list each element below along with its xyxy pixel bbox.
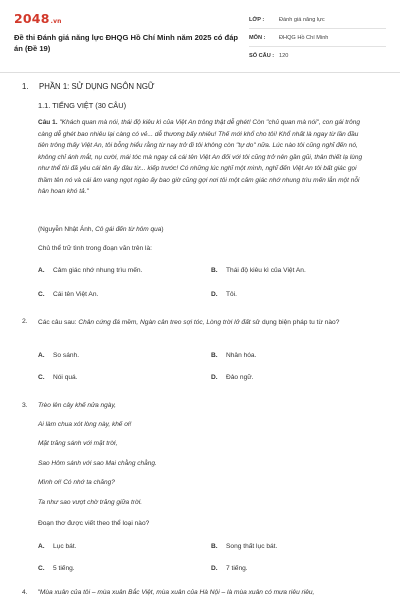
- logo-text: 2048: [14, 11, 50, 26]
- option-b[interactable]: [211, 352, 256, 359]
- part-title-text: PHẦN 1: SỬ DỤNG NGÔN NGỮ: [39, 82, 155, 91]
- question-4: [22, 589, 314, 596]
- question-2-number: 2.: [22, 318, 28, 325]
- meta-key: MÔN :: [249, 34, 266, 41]
- document-title: Đề thi Đánh giá năng lực ĐHQG Hồ Chí Minh năm 2025 có đáp án (Đề 19): [14, 33, 239, 53]
- option-text: Cái tên Việt An.: [53, 291, 99, 298]
- question-1-stem: Chủ thể trữ tình trong đoạn văn trên là:: [38, 245, 153, 252]
- option-letter: A.: [38, 352, 45, 359]
- question-1-passage: [38, 117, 370, 198]
- option-text: Nhân hóa.: [226, 352, 257, 359]
- header-divider: [0, 72, 400, 73]
- option-a[interactable]: [38, 543, 76, 550]
- header: [14, 11, 386, 69]
- stem-italic: Chân cứng đá mềm, Ngàn cân treo sợi tóc, Lòng trời lở đất: [78, 319, 251, 326]
- stem-suffix: sử dụng biện pháp tu từ nào?: [250, 319, 340, 326]
- option-d[interactable]: [211, 291, 237, 298]
- poem-line: Sao Hôm sánh với sao Mai chằng chằng.: [38, 460, 157, 467]
- option-letter: B.: [211, 267, 218, 274]
- meta-row-count: [249, 47, 386, 65]
- question-2-stem: [38, 317, 373, 328]
- option-letter: C.: [38, 565, 45, 572]
- site-logo[interactable]: [14, 11, 62, 26]
- option-text: Thái độ kiêu kì của Việt An.: [226, 267, 306, 274]
- option-letter: D.: [211, 565, 218, 572]
- option-text: 5 tiếng.: [53, 565, 75, 572]
- question-3-stem: Đoạn thơ được viết theo thể loại nào?: [38, 520, 150, 527]
- option-a[interactable]: [38, 352, 79, 359]
- option-text: Nói quá.: [53, 374, 78, 381]
- meta-value: 120: [279, 53, 289, 59]
- logo-suffix: .vn: [50, 18, 62, 25]
- option-c[interactable]: [38, 565, 75, 572]
- poem-line: Ai làm chua xót lòng này, khế ơi!: [38, 421, 132, 428]
- stem-prefix: Các câu sau:: [38, 319, 79, 326]
- passage-text: "Khách quan mà nói, thái độ kiêu kì của Việt An trông thật dễ ghét! Còn "chủ quan mà nói", con gái trông càng dễ ghét bao nhiêu lại càng có vẻ... dễ thương bấy nhiêu! Thế mới khổ cho tôi! Khổ nhất là ngay từ lần đầu tiên trông thấy Việt An, tôi bỗng hiểu rằng từ nay trở đi tôi không còn "tự do" nữa. Lúc nào tôi cũng nghĩ đến nó, không chỉ ánh mắt, nụ cười, mái tóc mà ngay cả cái tên Việt An đối với tôi cũng trở nên gần gũi, thân thiết lạ lùng như thể tôi đã yêu cái tên ấy đâu từ... kiếp trước! Có những lúc nghĩ một mình, nghĩ đến Việt An tôi bất giác gọi thầm tên nó và cái âm vang ngọt ngào ấy bao giờ cũng gợi nơi tôi một cảm giác nhớ nhung trìu mến lẫn một nỗi hân hoan khó tả.": [38, 119, 363, 196]
- question-4-text: "Mùa xuân của tôi – mùa xuân Bắc Việt, mùa xuân của Hà Nội – là mùa xuân có mưa riêu riêu,: [37, 589, 315, 596]
- option-letter: D.: [211, 291, 218, 298]
- source-prefix: (Nguyễn Nhật Ánh,: [38, 226, 96, 233]
- source-suffix: ): [161, 226, 164, 233]
- passage-source: [38, 226, 164, 233]
- option-letter: B.: [211, 352, 218, 359]
- option-d[interactable]: [211, 565, 248, 572]
- option-a[interactable]: [38, 267, 142, 274]
- option-b[interactable]: [211, 543, 277, 550]
- option-text: Đảo ngữ.: [226, 374, 254, 381]
- meta-value: Đánh giá năng lực: [279, 16, 325, 23]
- poem-line: Ta như sao vượt chờ trăng giữa trời.: [38, 499, 143, 506]
- option-letter: A.: [38, 267, 45, 274]
- question-4-number: 4.: [22, 589, 28, 596]
- option-letter: A.: [38, 543, 45, 550]
- meta-value: ĐHQG Hồ Chí Minh: [279, 34, 329, 41]
- option-letter: D.: [211, 374, 218, 381]
- option-c[interactable]: [38, 374, 78, 381]
- source-title: Cô gái đến từ hôm qua: [95, 226, 162, 233]
- part-title: [22, 82, 155, 91]
- meta-key: SỐ CÂU :: [249, 53, 275, 59]
- option-c[interactable]: [38, 291, 98, 298]
- option-text: So sánh.: [53, 352, 80, 359]
- option-text: Lục bát.: [53, 543, 77, 550]
- poem-line: Trèo lên cây khế nửa ngày,: [38, 402, 116, 409]
- meta-row-subject: [249, 29, 386, 47]
- option-text: Tôi.: [226, 291, 237, 298]
- question-1-label: Câu 1.: [38, 119, 58, 126]
- option-text: 7 tiếng.: [226, 565, 248, 572]
- meta-table: [249, 11, 386, 65]
- question-3-number: 3.: [22, 402, 28, 409]
- option-d[interactable]: [211, 374, 254, 381]
- option-text: Song thất lục bát.: [226, 543, 278, 550]
- part-number: 1.: [22, 82, 29, 91]
- option-letter: C.: [38, 291, 45, 298]
- option-letter: C.: [38, 374, 45, 381]
- option-letter: B.: [211, 543, 218, 550]
- poem-line: Mặt trăng sánh với mặt trời,: [38, 440, 118, 447]
- poem-line: Mình ơi! Có nhớ ta chăng?: [38, 479, 115, 486]
- option-text: Cảm giác nhớ nhung trìu mến.: [53, 267, 143, 274]
- meta-key: LỚP :: [249, 16, 265, 23]
- meta-row-class: [249, 11, 386, 29]
- option-b[interactable]: [211, 267, 306, 274]
- section-title: 1.1. TIẾNG VIỆT (30 CÂU): [38, 101, 127, 110]
